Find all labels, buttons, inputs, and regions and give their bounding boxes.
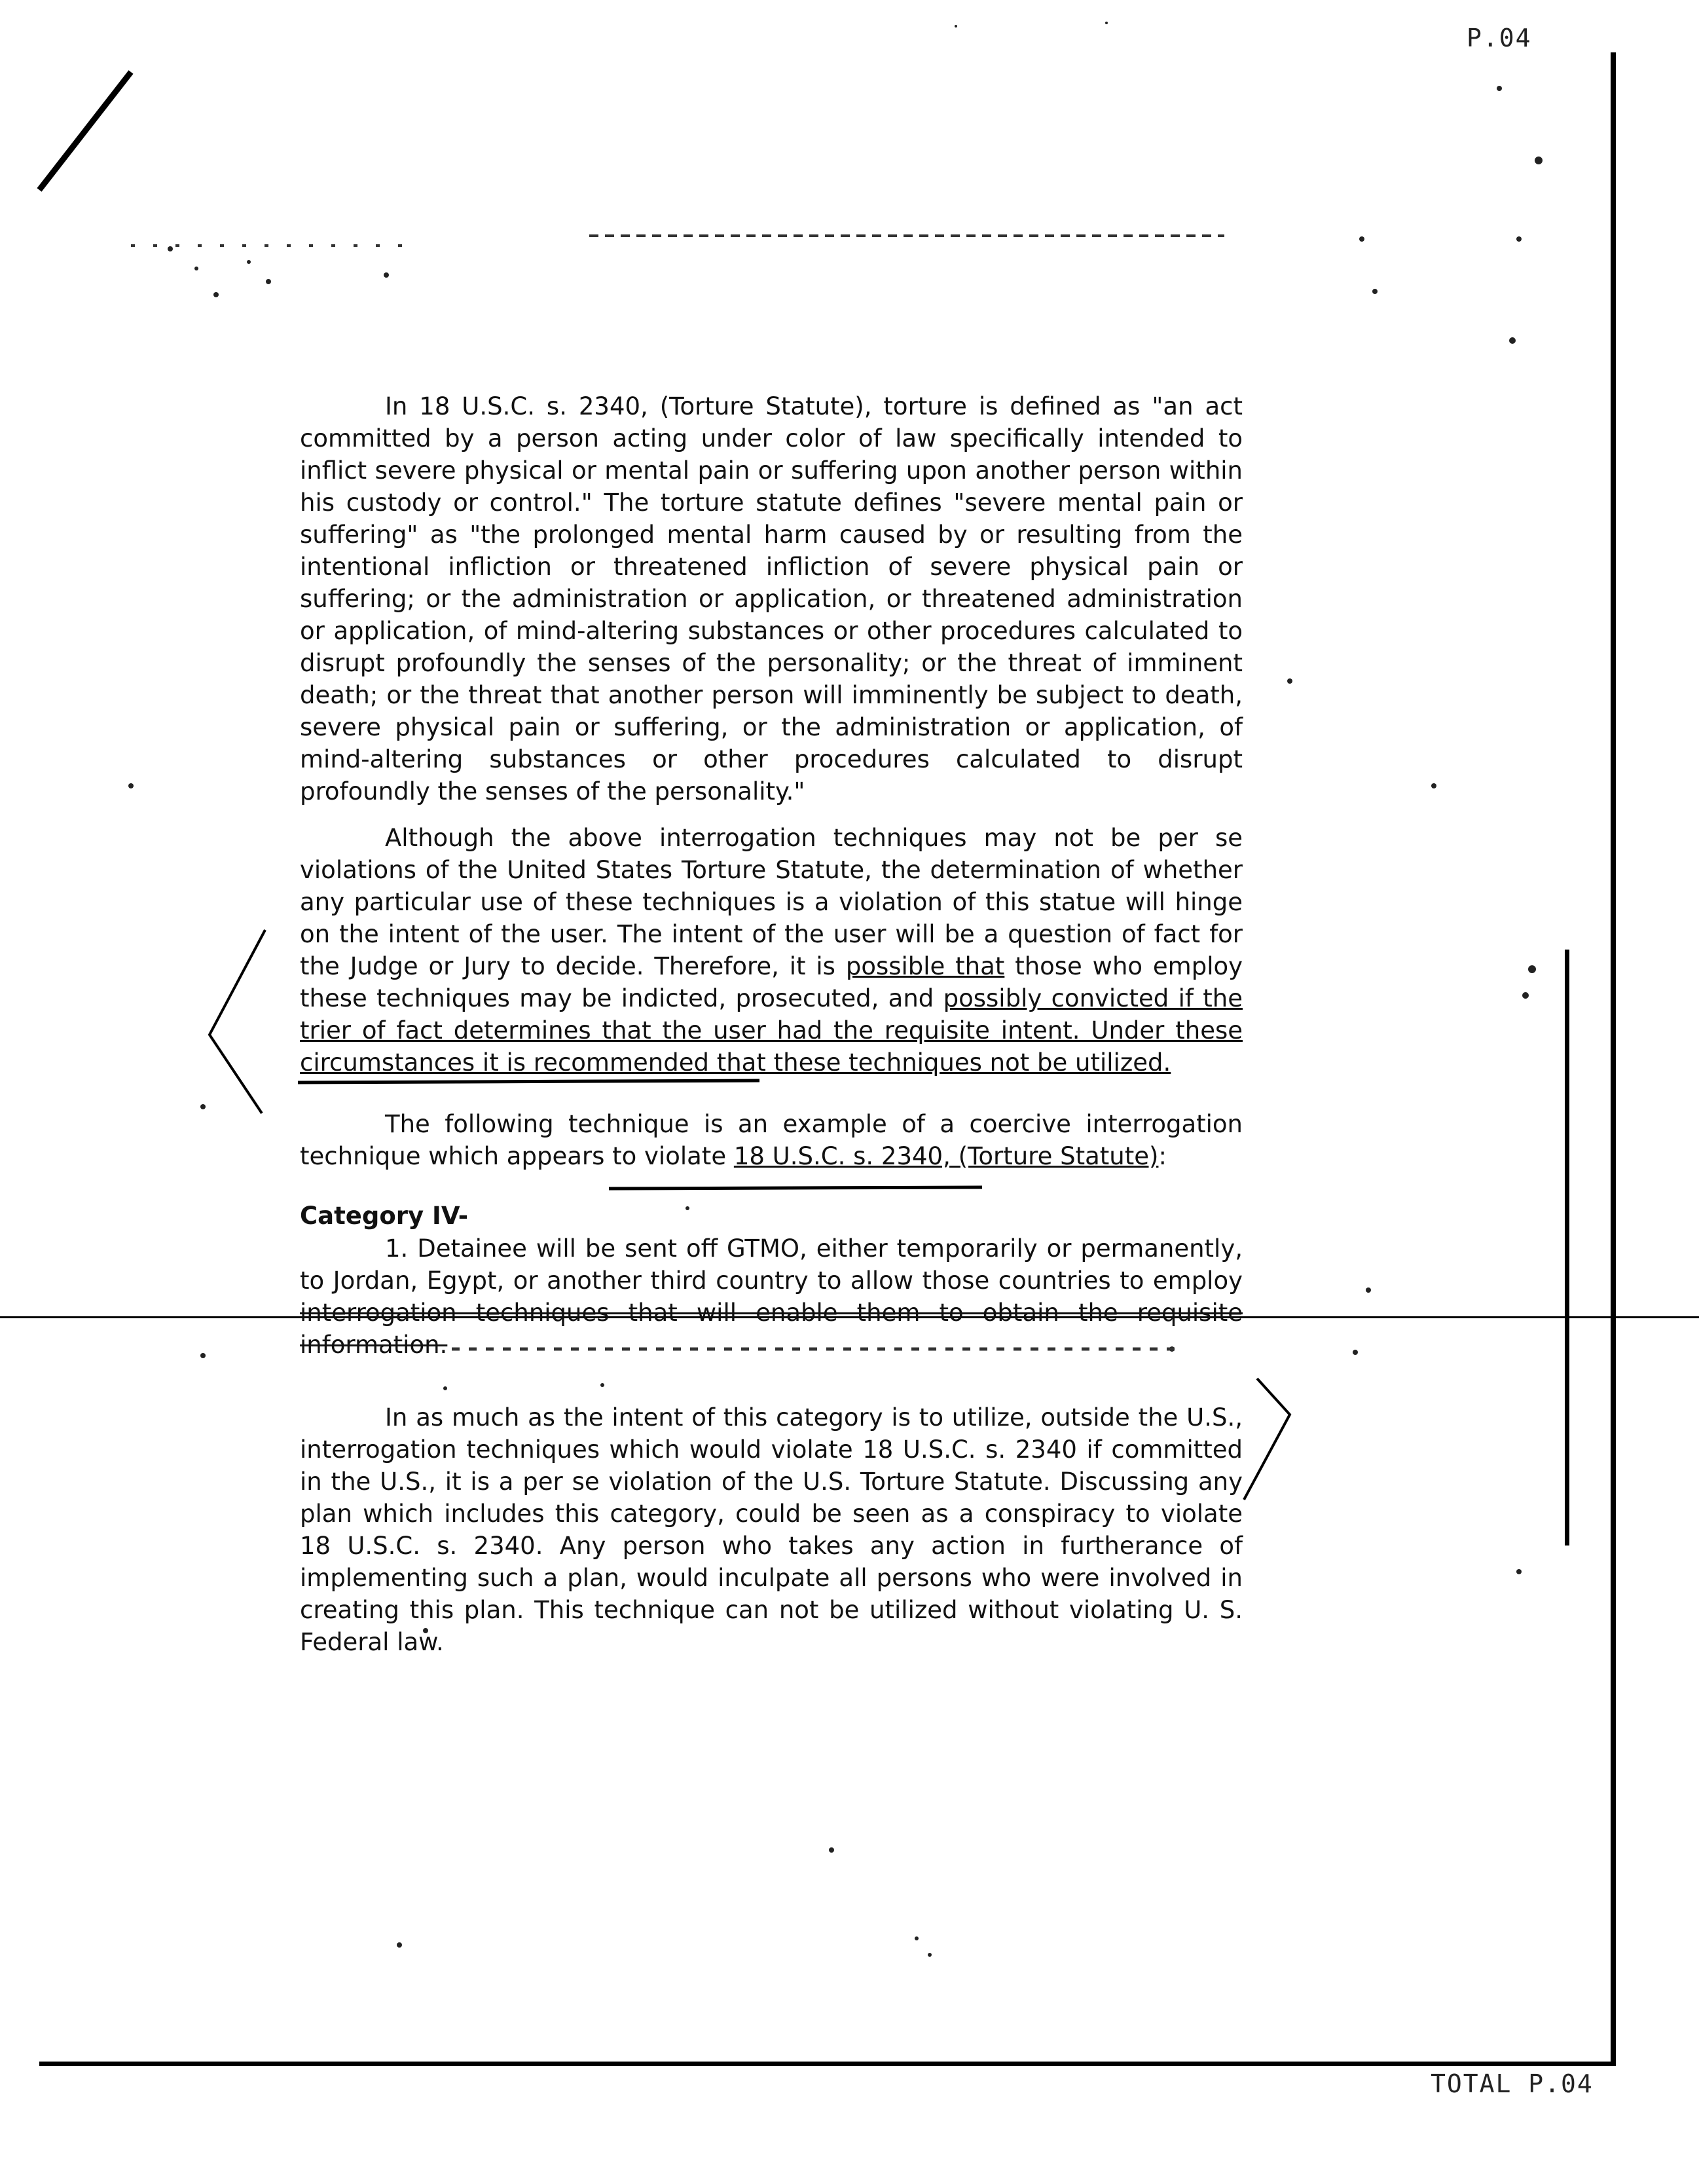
paragraph-torture-definition: In 18 U.S.C. s. 2340, (Torture Statute), torture is defined as "an act committed by a person acting under color of law specifically intended to inflict severe physical or mental pain or suffering upon another person within his custody or control." The torture statute defines "severe mental pain or suffering" as "the prolonged mental harm caused by or resulting from the intentional infliction or threatened infliction of severe physical pain or suffering; or the administration or application, or threatened administration or application, of mind-altering substances or other procedures calculated to disrupt profoundly the senses of the personality; or the threat of imminent death; or the threat that another person will imminently be subject to death, severe physical pain or suffering, or the administration or application, of mind-altering substances or other procedures calculated to disrupt profoundly the senses of the personality.": [300, 392, 1243, 805]
category-heading: Category IV-: [300, 1202, 469, 1230]
p4-strikethrough: interrogation techniques that will enable them to obtain the requisite information.: [300, 1299, 1243, 1359]
p2-underline-possible: possible that: [845, 952, 1005, 980]
scan-smudge-top: [131, 236, 1224, 246]
underline-swash-2: [609, 1187, 982, 1189]
underline-swash: [298, 1081, 759, 1083]
p3-underline-statute: 18 U.S.C. s. 2340, (Torture Statute): [733, 1142, 1159, 1170]
p4-text-a: 1. Detainee will be sent off GTMO, either temporarily or permanently, to Jordan, Egypt, or another third country to allow those countries to employ: [300, 1234, 1243, 1295]
margin-bracket-right: [1244, 1379, 1290, 1500]
paragraph-category-item-1: [300, 1232, 1243, 1361]
p2-text-b: those who employ these techniques may be indicted, prosecuted, and: [300, 952, 1243, 1012]
fax-total-pages: TOTAL P.04: [1431, 2069, 1594, 2098]
paragraph-conspiracy: In as much as the intent of this category is to utilize, outside the U.S., interrogation techniques which would violate 18 U.S.C. s. 2340 if committed in the U.S., it is a per se violation of the U.S. Torture Statute. Discussing any plan which includes this category, could be seen as a conspiracy to violate 18 U.S.C. s. 2340. Any person who takes any action in furtherance of implementing such a plan, would inculpate all persons who were involved in creating this plan. This technique can not be utilized without violating U. S. Federal law.: [300, 1403, 1243, 1656]
p2-underline-recommendation: possibly convicted if the trier of fact determines that the user had the requisite intent. Under these circumstances it is recommended that these techniques not be utilized.: [300, 984, 1243, 1077]
paragraph-coercive-example: [300, 1108, 1243, 1172]
margin-bracket-left: [210, 930, 265, 1113]
scan-slash-mark: [39, 72, 131, 190]
paragraph-intent: [300, 822, 1243, 1079]
p3-text-a: The following technique is an example of a coercive interrogation technique which appears to violate: [300, 1110, 1243, 1170]
p3-text-b: :: [1158, 1142, 1167, 1170]
fax-page-number: P.04: [1467, 24, 1532, 52]
p2-text-a: Although the above interrogation techniques may not be per se violations of the United States Torture Statute, the determination of whether any particular use of these techniques is a violation of this statue will hinge on the intent of the user. The intent of the user will be a question of fact for the Judge or Jury to decide. Therefore, it is: [300, 824, 1243, 980]
